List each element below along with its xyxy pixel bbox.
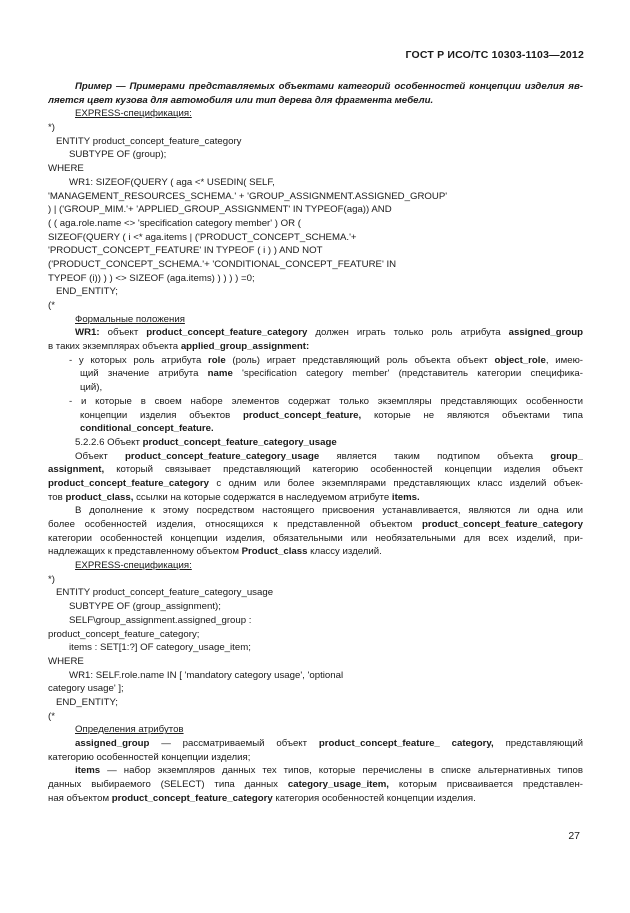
code-line: WR1: SELF.role.name IN [ 'mandatory category usage', 'optional — [69, 669, 344, 681]
bullet-2-line-3: conditional_concept_feature. — [80, 423, 214, 435]
attr-2-line-2: данных выбираемого (SELECT) типа данных category_usage_item, которым присваивается представлен- — [48, 779, 583, 791]
code-line: ) | ('GROUP_MIM.'+ 'APPLIED_GROUP_ASSIGNMENT' IN TYPEOF(aga)) AND — [48, 204, 392, 216]
code-line: WHERE — [48, 655, 84, 667]
example-line-2: ляется цвет кузова для автомобиля или тип дерева для фрагмента мебели. — [48, 94, 434, 106]
code-line: 'PRODUCT_CONCEPT_FEATURE' IN TYPEOF ( i ) ) AND NOT — [48, 245, 323, 257]
code-line: category usage' ]; — [48, 683, 124, 695]
code-line: (* — [48, 300, 55, 311]
attribute-definitions-title: Определения атрибутов — [75, 724, 184, 736]
code-line: END_ENTITY; — [56, 696, 118, 708]
express-spec-title-1: EXPRESS-спецификация: — [75, 108, 192, 120]
code-line: SUBTYPE OF (group); — [69, 149, 167, 161]
wr1-line-2: в таких экземплярах объекта applied_group_assignment: — [48, 341, 310, 353]
code-line: *) — [48, 573, 55, 585]
code-line: (* — [48, 710, 55, 722]
attr-2-line-1: items — набор экземпляров данных тех типов, которые перечислены в списке альтернативных типов — [75, 765, 583, 777]
code-line: SUBTYPE OF (group_assignment); — [69, 601, 221, 613]
code-line: 'MANAGEMENT_RESOURCES_SCHEMA.' + 'GROUP_ASSIGNMENT.ASSIGNED_GROUP' — [48, 190, 448, 202]
code-line: ENTITY product_concept_feature_category — [56, 135, 242, 147]
bullet-1-line-2: щий значение атрибута name 'specification category member' (представитель категории специфика- — [80, 368, 583, 380]
code-line: product_concept_feature_category; — [48, 628, 200, 640]
code-line: WR1: SIZEOF(QUERY ( aga <* USEDIN( SELF, — [69, 176, 275, 188]
code-line: WHERE — [48, 163, 84, 175]
paragraph-1-line-2: assignment, который связывает представляющий категорию особенностей концепции изделия объект — [48, 464, 583, 476]
attr-2-line-3: ная объектом product_concept_feature_category категория особенностей концепции изделия. — [48, 792, 476, 804]
standard-header: ГОСТ Р ИСО/ТС 10303-1103—2012 — [405, 49, 584, 61]
paragraph-2-line-4: надлежащих к представленному объектом Product_class классу изделий. — [48, 546, 382, 558]
attr-1-line-2: категорию особенностей концепции изделия; — [48, 751, 251, 763]
bullet-2-line-1: - и которые в своем наборе элементов содержат только экземпляры представляющих особенности — [69, 395, 583, 407]
code-line: SIZEOF(QUERY ( i <* aga.items | ('PRODUCT_CONCEPT_SCHEMA.'+ — [48, 231, 357, 243]
page-number: 27 — [568, 830, 580, 842]
code-line: *) — [48, 122, 55, 134]
paragraph-2-line-3: категории особенностей концепции изделия, обязательными или необязательными для всех изделий, при- — [48, 532, 583, 544]
code-line: SELF\group_assignment.assigned_group : — [69, 614, 252, 626]
attr-1-line-1: assigned_group — рассматриваемый объект product_concept_feature_ category, представляющий — [75, 738, 583, 749]
express-spec-title-2: EXPRESS-спецификация: — [75, 560, 192, 572]
code-line: ENTITY product_concept_feature_category_usage — [56, 587, 274, 599]
document-body — [48, 80, 583, 805]
bullet-1-line-3: ций), — [80, 382, 103, 394]
example-line-1: Пример — Примерами представляемых объектами категорий особенностей концепции изделия яв- — [75, 81, 583, 92]
bullet-2-line-2: концепции изделия объектов product_concept_feature, которые не являются объектами типа — [80, 409, 583, 421]
wr1-line-1: WR1: объект product_concept_feature_category должен играть только роль атрибута assigned_group — [75, 327, 583, 339]
code-line: ('PRODUCT_CONCEPT_SCHEMA.'+ 'CONDITIONAL_CONCEPT_FEATURE' IN — [48, 258, 397, 270]
code-line: items : SET[1:?] OF category_usage_item; — [69, 642, 251, 654]
formal-propositions-title: Формальные положения — [75, 313, 185, 325]
paragraph-1-line-1: Объект product_concept_feature_category_usage является таким подтипом объекта group_ — [75, 450, 583, 462]
code-line: TYPEOF (i)) ) ) <> SIZEOF (aga.items) ) ) ) ) =0; — [48, 272, 255, 284]
code-line: ( ( aga.role.name <> 'specification category member' ) OR ( — [48, 217, 301, 229]
paragraph-2-line-2: более особенностей изделия, относящихся к представленной объектом product_concept_feature_category — [48, 519, 583, 530]
section-heading: 5.2.2.6 Объект product_concept_feature_category_usage — [75, 436, 337, 448]
bullet-1-line-1: - у которых роль атрибута role (роль) играет представляющий роль объекта объект object_role, имею- — [69, 354, 583, 366]
paragraph-1-line-4: тов product_class, ссылки на которые содержатся в наследуемом атрибуте items. — [48, 491, 420, 503]
code-line: END_ENTITY; — [56, 286, 118, 298]
paragraph-2-line-1: В дополнение к этому посредством настоящего присвоения устанавливается, являются ли одна или — [75, 505, 583, 517]
paragraph-1-line-3: product_concept_feature_category с одним или более экземплярами представляющих класс изделий объек- — [48, 477, 583, 489]
